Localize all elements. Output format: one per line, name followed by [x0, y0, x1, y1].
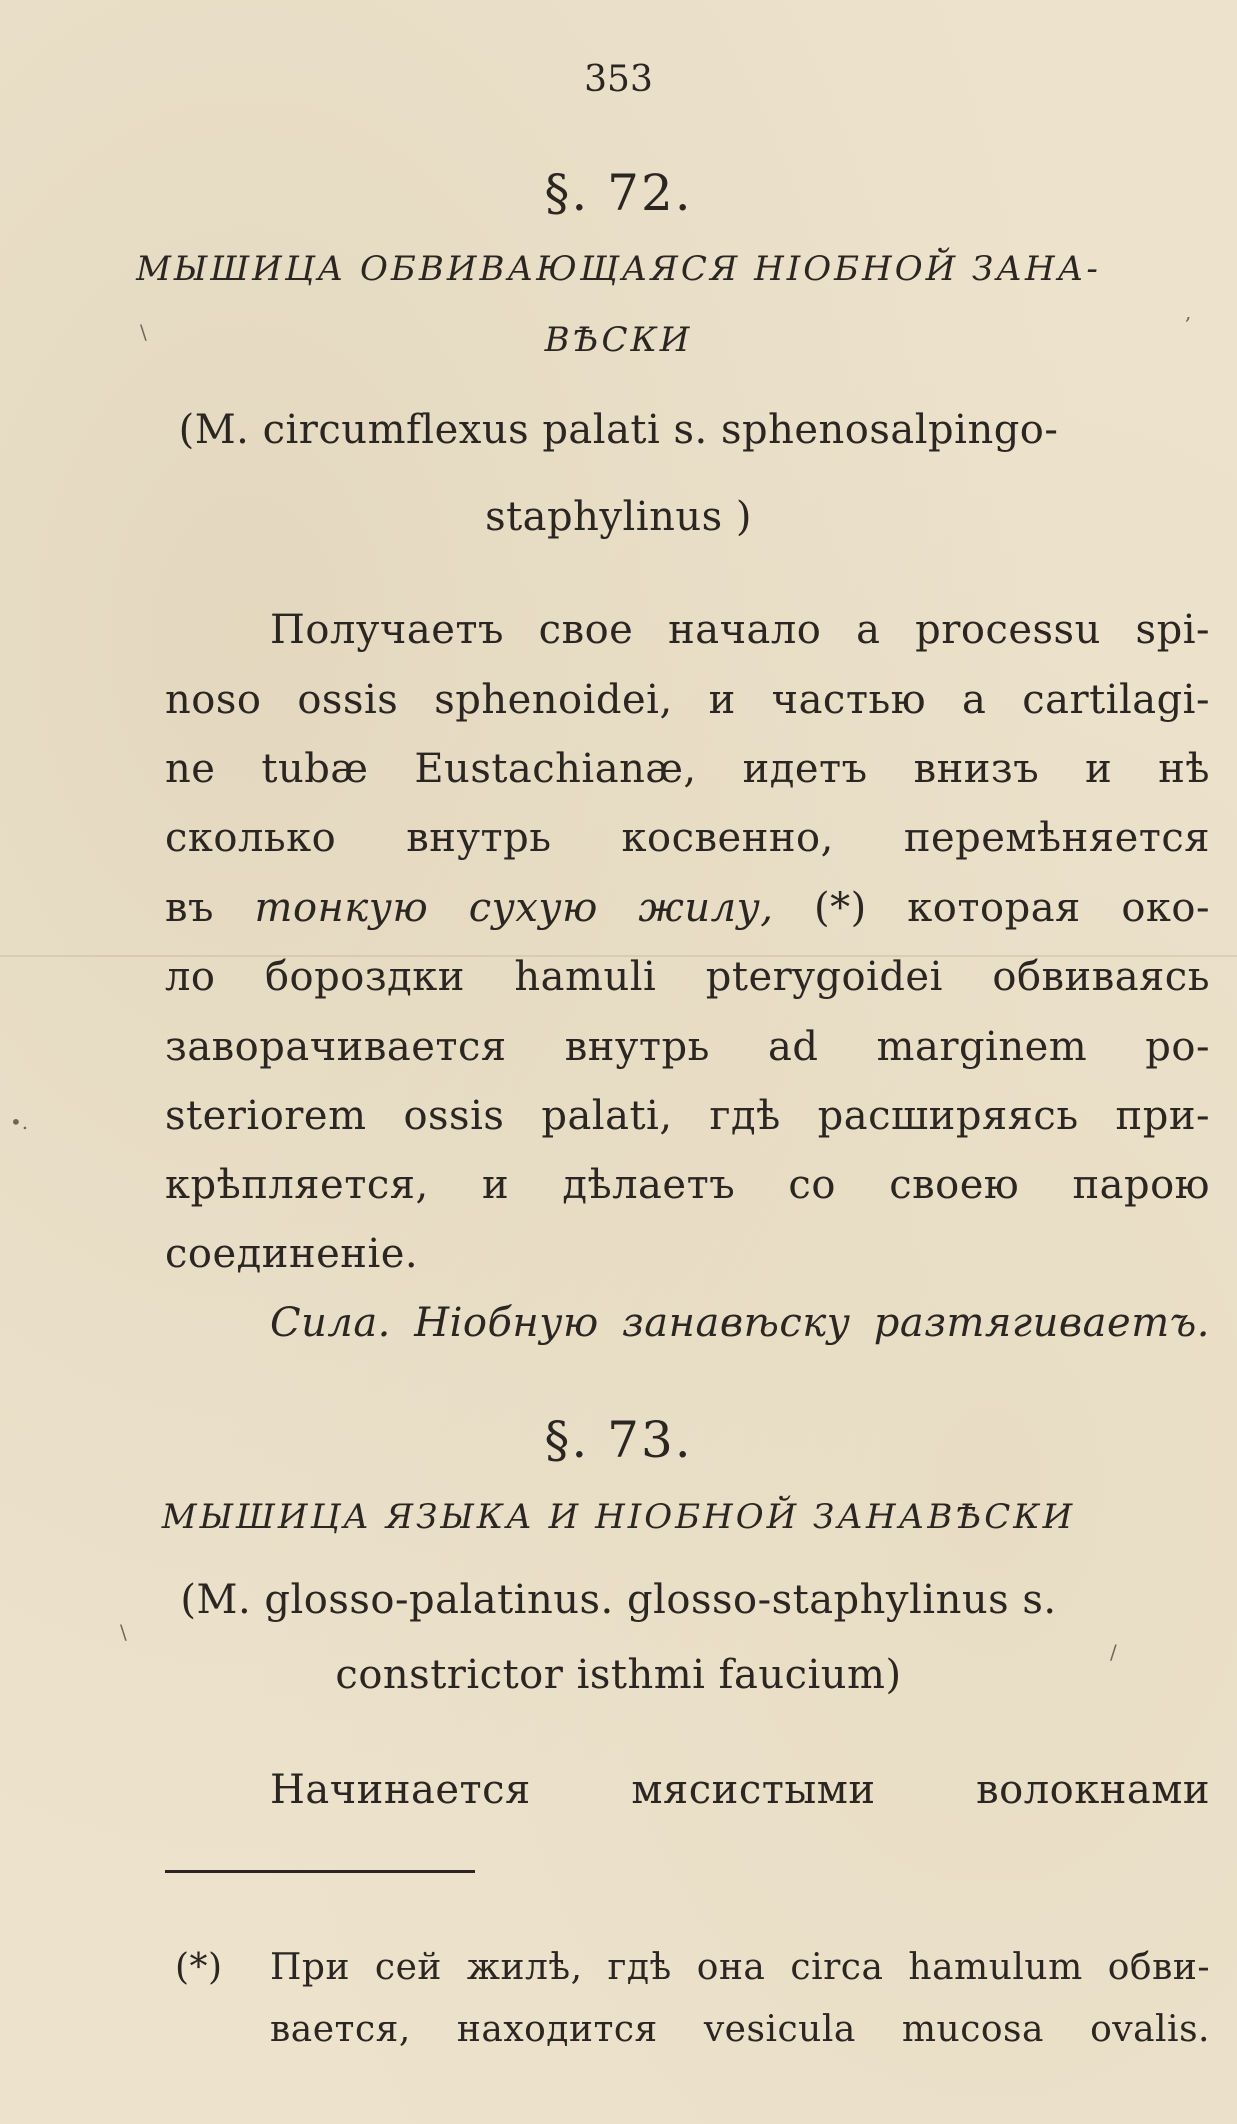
section-72-body-line6: ло бороздки hamuli pterygoidei обвиваясь	[165, 954, 1210, 1000]
footnote-marker: (*)	[175, 1947, 223, 1988]
paper-speck: /	[1110, 1640, 1117, 1664]
section-72-title-line1: МЫШИЦА ОБВИВАЮЩАЯСЯ НIОБНОЙ ЗАНА-	[136, 249, 1101, 289]
section-72-title-line2: ВѢСКИ	[544, 320, 693, 360]
footnote-rule	[165, 1870, 475, 1873]
section-72-latin-line1: (M. circumflexus palati s. sphenosalpingo-	[178, 407, 1059, 453]
body-line5-italic: тонкую сухую жилу,	[254, 885, 774, 931]
section-72-latin-line2: staphylinus )	[485, 494, 752, 540]
section-72-body-line4: сколько внутрь косвенно, перемѣняется	[165, 815, 1210, 861]
section-72-force: Сила. Нiобную занавѣску разтягиваетъ.	[270, 1300, 1210, 1346]
paper-speck: \	[120, 1620, 127, 1644]
body-line5-suffix: (*) которая око-	[773, 885, 1211, 931]
page-number: 353	[584, 59, 653, 100]
footnote-line1: При сей жилѣ, гдѣ она circa hamulum обви-	[270, 1947, 1210, 1988]
section-72-body-line7: заворачивается внутрь ad marginem po-	[165, 1024, 1210, 1070]
section-72-body-line9: крѣпляется, и дѣлаетъ со своею парою	[165, 1162, 1210, 1208]
paper-speck: ,	[1185, 300, 1192, 324]
paper-speck: •.	[10, 1110, 29, 1134]
section-72-body-line1: Получаетъ свое начало a processu spi-	[270, 607, 1210, 653]
section-72-body-line3: ne tubæ Eustachianæ, идетъ внизъ и нѣ	[165, 746, 1210, 792]
section-73-title: МЫШИЦА ЯЗЫКА И НIОБНОЙ ЗАНАВѢСКИ	[161, 1497, 1076, 1537]
section-72-body-line10: соединенiе.	[165, 1231, 419, 1277]
body-line5-prefix: въ	[165, 885, 255, 931]
paper-speck: \	[140, 320, 147, 344]
section-73-latin-line2: constrictor isthmi faucium)	[335, 1652, 902, 1698]
footnote-line2: вается, находится vesicula mucosa ovalis.	[270, 2009, 1210, 2050]
section-73-latin-line1: (M. glosso-palatinus. glosso-staphylinus s.	[180, 1577, 1057, 1623]
section-72-body-line5	[165, 885, 1211, 931]
section-73-body-line1: Начинается мясистыми волокнами	[270, 1767, 1210, 1813]
section-73-heading: §. 73.	[544, 1411, 693, 1469]
section-72-body-line2: noso ossis sphenoidei, и частью a cartilagi-	[165, 677, 1210, 723]
section-72-heading: §. 72.	[544, 164, 693, 222]
section-72-body-line8: steriorem ossis palati, гдѣ расширяясь при-	[165, 1093, 1210, 1139]
